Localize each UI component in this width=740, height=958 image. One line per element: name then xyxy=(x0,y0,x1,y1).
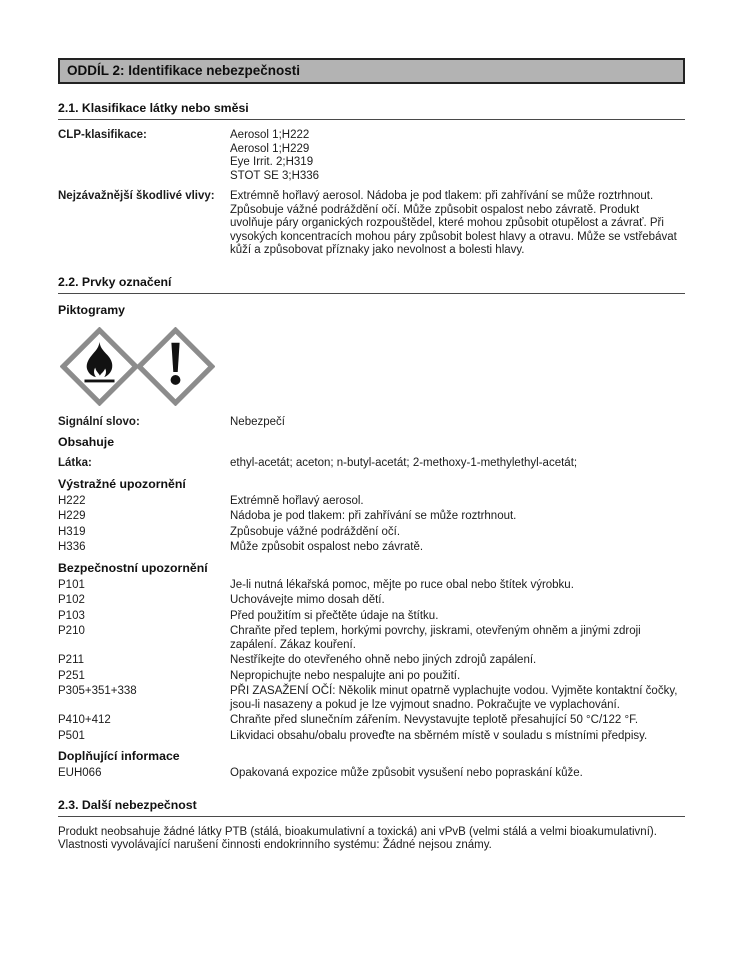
sds-section-2 xyxy=(58,58,685,853)
substance-row xyxy=(58,457,685,471)
clp-value: STOT SE 3;H336 xyxy=(230,169,320,182)
clp-classification-values xyxy=(230,129,685,183)
subsection-2-3-heading: 2.3. Další nebezpečnost xyxy=(58,798,685,817)
precautionary-statement-row xyxy=(58,610,685,624)
hazard-statement-row xyxy=(58,526,685,540)
precaution-text: Je-li nutná lékařská pomoc, mějte po ruce obal nebo štítek výrobku. xyxy=(230,578,574,591)
supplemental-text: Opakovaná expozice může způsobit vysušení nebo popraskání kůže. xyxy=(230,767,583,779)
signal-word-value: Nebezpečí xyxy=(230,415,285,428)
precautionary-statement-row xyxy=(58,670,685,684)
supplemental-code: EUH066 xyxy=(58,767,102,779)
substance-label: Látka: xyxy=(58,457,92,469)
precaution-code: P251 xyxy=(58,669,85,682)
precaution-text: Nestříkejte do otevřeného ohně nebo jiných zdrojů zapálení. xyxy=(230,654,537,666)
precaution-code: P210 xyxy=(58,625,85,637)
precautionary-statement-row xyxy=(58,714,685,728)
ghs-pictograms xyxy=(60,327,685,406)
clp-classification-label: CLP-klasifikace: xyxy=(58,129,147,141)
precaution-code: P410+412 xyxy=(58,714,111,726)
precaution-code: P102 xyxy=(58,594,85,606)
adverse-effects-text: Extrémně hořlavý aerosol. Nádoba je pod tlakem: při zahřívání se může roztrhnout. Způsobuje vážné podráždění očí. Může způsobit ospalost nebo závratě. Produkt uvolňuje páry organických rozpouštědel, které mohou způsobit otupělost a závrať. Při vysokých koncentracích mohou páry způsobit bolest hlavy a otravu. Může se vstřebávat kůží a způsobovat příznaky jako nevolnost a bolesti hlavy. xyxy=(230,190,677,256)
hazard-statement-row xyxy=(58,510,685,524)
hazard-text: Nádoba je pod tlakem: při zahřívání se může roztrhnout. xyxy=(230,510,517,522)
precaution-text: Před použitím si přečtěte údaje na štítku. xyxy=(230,609,439,622)
precautionary-statement-row xyxy=(58,625,685,652)
precaution-code: P305+351+338 xyxy=(58,685,137,697)
hazard-code: H222 xyxy=(58,494,86,507)
hazard-statement-row xyxy=(58,541,685,555)
precaution-text: Uchovávejte mimo dosah dětí. xyxy=(230,594,385,606)
precautionary-statement-row xyxy=(58,654,685,668)
clp-value: Aerosol 1;H222 xyxy=(230,129,310,141)
hazard-statements-heading: Výstražné upozornění xyxy=(58,476,186,491)
precautionary-statement-row xyxy=(58,594,685,608)
adverse-effects-label: Nejzávažnější škodlivé vlivy: xyxy=(58,190,215,202)
contains-heading: Obsahuje xyxy=(58,435,115,449)
flame-icon xyxy=(60,327,139,406)
clp-classification-row xyxy=(58,129,685,183)
hazard-text: Způsobuje vážné podráždění očí. xyxy=(230,525,401,538)
section-header-bar: ODDÍL 2: Identifikace nebezpečnosti xyxy=(58,58,685,84)
clp-value: Eye Irrit. 2;H319 xyxy=(230,156,314,168)
precautionary-statements-heading: Bezpečnostní upozornění xyxy=(58,560,208,575)
precaution-code: P101 xyxy=(58,578,85,591)
supplemental-info-heading: Doplňující informace xyxy=(58,749,180,763)
hazard-code: H319 xyxy=(58,525,86,538)
precautionary-statement-row xyxy=(58,579,685,593)
other-hazards-paragraph xyxy=(58,826,685,853)
hazard-text: Extrémně hořlavý aerosol. xyxy=(230,494,364,507)
subsection-2-2-heading: 2.2. Prvky označení xyxy=(58,275,685,294)
supplemental-statement-row xyxy=(58,767,685,781)
adverse-effects-row xyxy=(58,190,685,258)
precaution-code: P211 xyxy=(58,654,85,666)
precautionary-statement-row xyxy=(58,685,685,712)
pictograms-heading: Piktogramy xyxy=(58,302,125,317)
precaution-code: P103 xyxy=(58,609,85,622)
precaution-text: PŘI ZASAŽENÍ OČÍ: Několik minut opatrně vyplachujte vodou. Vyjměte kontaktní čočky, jsou-li nasazeny a pokud je lze vyjmout snadno. Pokračujte ve vyplachování. xyxy=(230,685,678,711)
other-hazards-line: Produkt neobsahuje žádné látky PTB (stálá, bioakumulativní a toxická) ani vPvB (velmi stálá a velmi bioakumulativní). xyxy=(58,825,657,838)
hazard-code: H229 xyxy=(58,510,86,522)
clp-value: Aerosol 1;H229 xyxy=(230,142,310,155)
precaution-text: Chraňte před slunečním zářením. Nevystavujte teplotě přesahující 50 °C/122 °F. xyxy=(230,714,639,726)
precaution-text: Chraňte před teplem, horkými povrchy, jiskrami, otevřeným ohněm a jinými zdroji zapálení. Zákaz kouření. xyxy=(230,625,641,651)
precaution-text: Nepropichujte nebo nespalujte ani po použití. xyxy=(230,669,461,682)
signal-word-label: Signální slovo: xyxy=(58,415,140,428)
substance-value: ethyl-acetát; aceton; n-butyl-acetát; 2-methoxy-1-methylethyl-acetát; xyxy=(230,457,578,469)
hazard-code: H336 xyxy=(58,541,86,553)
other-hazards-line: Vlastnosti vyvolávající narušení činnosti endokrinního systému: Žádné nejsou známy. xyxy=(58,839,492,851)
signal-word-row xyxy=(58,416,685,430)
subsection-2-1-heading: 2.1. Klasifikace látky nebo směsi xyxy=(58,101,685,120)
precautionary-statement-row xyxy=(58,730,685,744)
exclamation-mark-icon xyxy=(136,327,215,406)
hazard-text: Může způsobit ospalost nebo závratě. xyxy=(230,541,424,553)
precaution-text: Likvidaci obsahu/obalu proveďte na sběrném místě v souladu s místními předpisy. xyxy=(230,729,648,742)
hazard-statement-row xyxy=(58,495,685,509)
precaution-code: P501 xyxy=(58,729,85,742)
